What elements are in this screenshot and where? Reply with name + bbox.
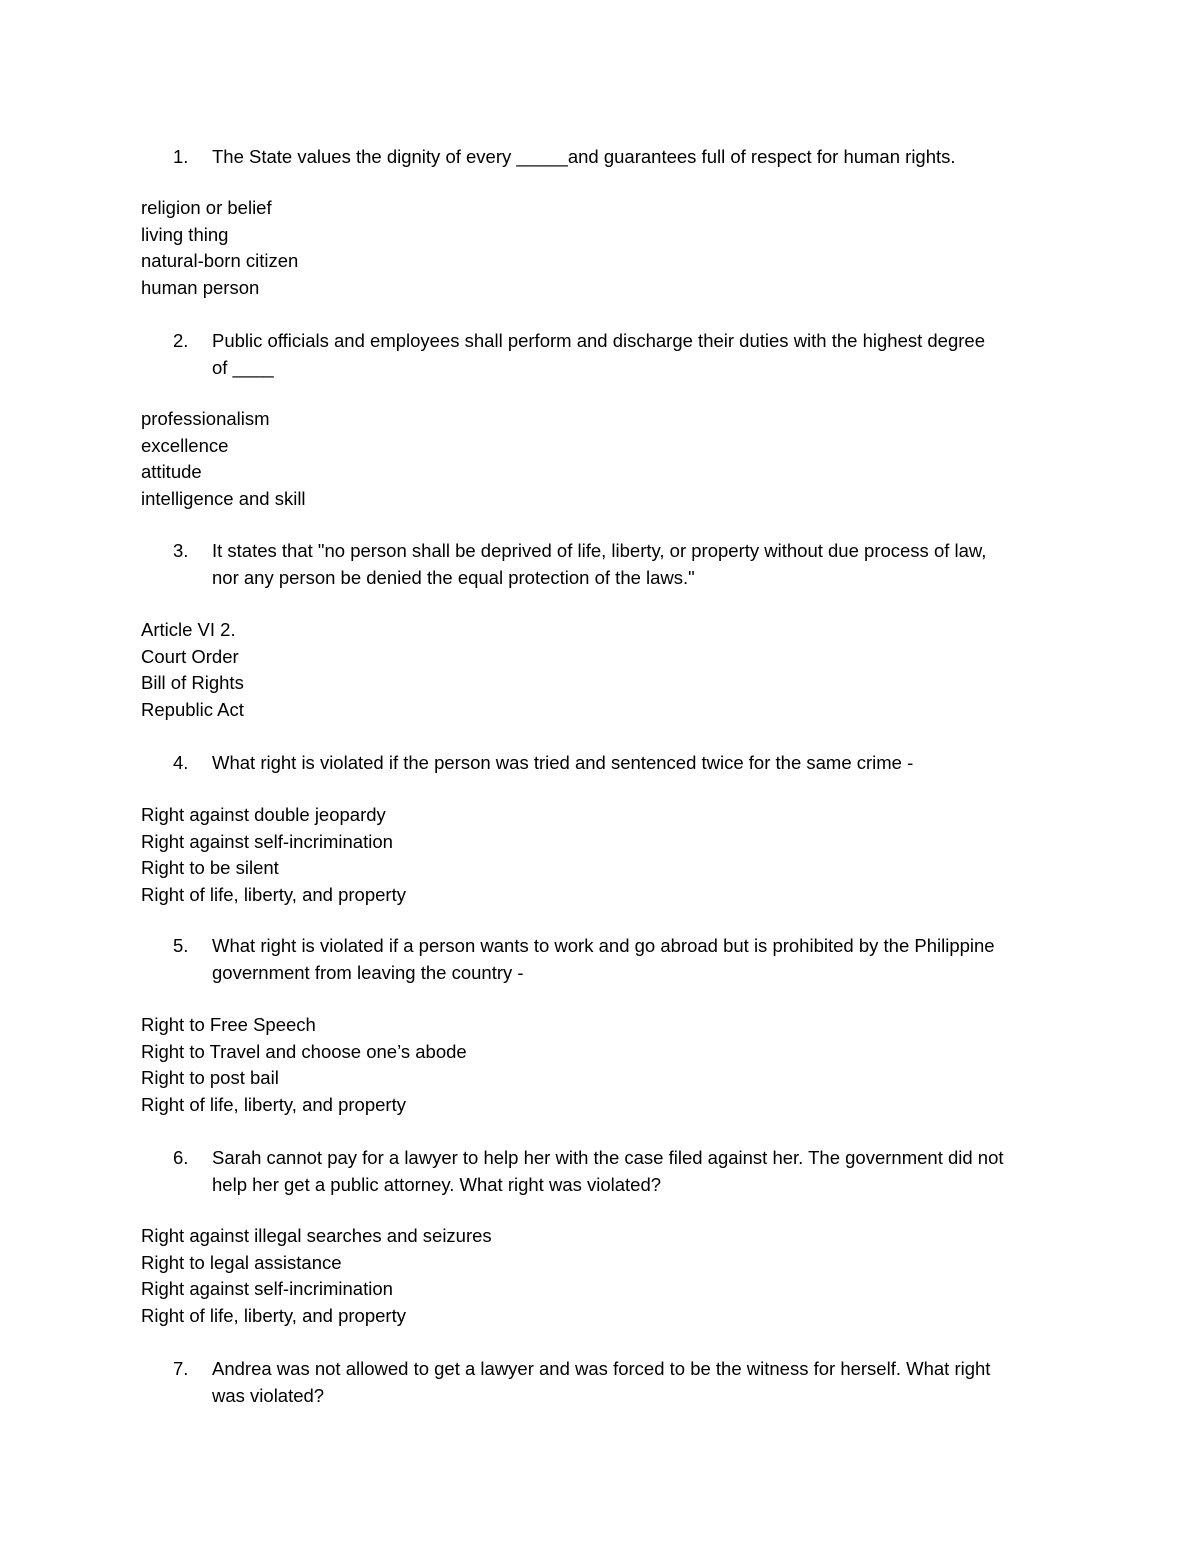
question-text [212, 1356, 1082, 1409]
answer-options [141, 802, 406, 908]
answer-option: Right against double jeopardy [141, 804, 386, 825]
answer-option: Right to Travel and choose one’s abode [141, 1040, 467, 1062]
answer-options [141, 1012, 467, 1118]
question-text-line: of ____ [212, 356, 274, 378]
question-text-line: Andrea was not allowed to get a lawyer and was forced to be the witness for herself. What right [212, 1358, 991, 1379]
question-text [212, 538, 1082, 591]
answer-option: Right against self-incrimination [141, 830, 393, 852]
answer-option: attitude [141, 461, 202, 482]
question-number: 4. [173, 752, 189, 773]
answer-option: Right of life, liberty, and property [141, 1304, 406, 1326]
answer-option: Right of life, liberty, and property [141, 1093, 406, 1115]
question-text-line: help her get a public attorney. What right was violated? [212, 1173, 662, 1195]
question-text [212, 750, 1082, 777]
answer-option: Article VI 2. [141, 619, 236, 640]
answer-options [141, 406, 306, 512]
question-text [212, 328, 1082, 381]
question-text-line: What right is violated if a person wants to work and go abroad but is prohibited by the Philippine [212, 935, 995, 956]
answer-option: Right of life, liberty, and property [141, 883, 406, 905]
answer-option: Right to legal assistance [141, 1251, 342, 1273]
answer-option: Republic Act [141, 698, 244, 720]
question-text-line: government from leaving the country - [212, 961, 524, 983]
answer-option: Court Order [141, 645, 239, 667]
question-text-line: was violated? [212, 1384, 325, 1406]
answer-option: Right to post bail [141, 1067, 279, 1088]
answer-options [141, 617, 244, 723]
question-text-line: Sarah cannot pay for a lawyer to help her with the case filed against her. The government did not [212, 1147, 1004, 1168]
answer-option: religion or belief [141, 197, 272, 218]
question-number: 3. [173, 540, 189, 561]
question-text [212, 144, 1082, 171]
question-text-line: The State values the dignity of every _____and guarantees full of respect for human rights. [212, 146, 956, 167]
answer-option: intelligence and skill [141, 487, 306, 509]
answer-options [141, 1223, 492, 1329]
question-number: 7. [173, 1358, 189, 1379]
answer-option: living thing [141, 223, 229, 245]
answer-option: excellence [141, 434, 229, 456]
question-number: 6. [173, 1147, 189, 1168]
answer-option: human person [141, 276, 260, 298]
answer-option: Right to be silent [141, 857, 279, 878]
question-text-line: nor any person be denied the equal protection of the laws." [212, 566, 695, 588]
answer-option: professionalism [141, 408, 270, 429]
question-number: 2. [173, 330, 189, 351]
question-text-line: What right is violated if the person was tried and sentenced twice for the same crime - [212, 752, 914, 773]
answer-option: Bill of Rights [141, 672, 244, 693]
answer-option: natural-born citizen [141, 250, 299, 271]
question-number: 1. [173, 146, 189, 167]
question-text-line: It states that "no person shall be deprived of life, liberty, or property without due process of law, [212, 540, 987, 561]
question-text [212, 933, 1082, 986]
answer-options [141, 195, 298, 301]
question-number: 5. [173, 935, 189, 956]
question-text-line: Public officials and employees shall perform and discharge their duties with the highest degree [212, 330, 985, 351]
answer-option: Right against self-incrimination [141, 1278, 393, 1299]
answer-option: Right to Free Speech [141, 1014, 316, 1035]
question-text [212, 1145, 1082, 1198]
answer-option: Right against illegal searches and seizures [141, 1225, 492, 1246]
